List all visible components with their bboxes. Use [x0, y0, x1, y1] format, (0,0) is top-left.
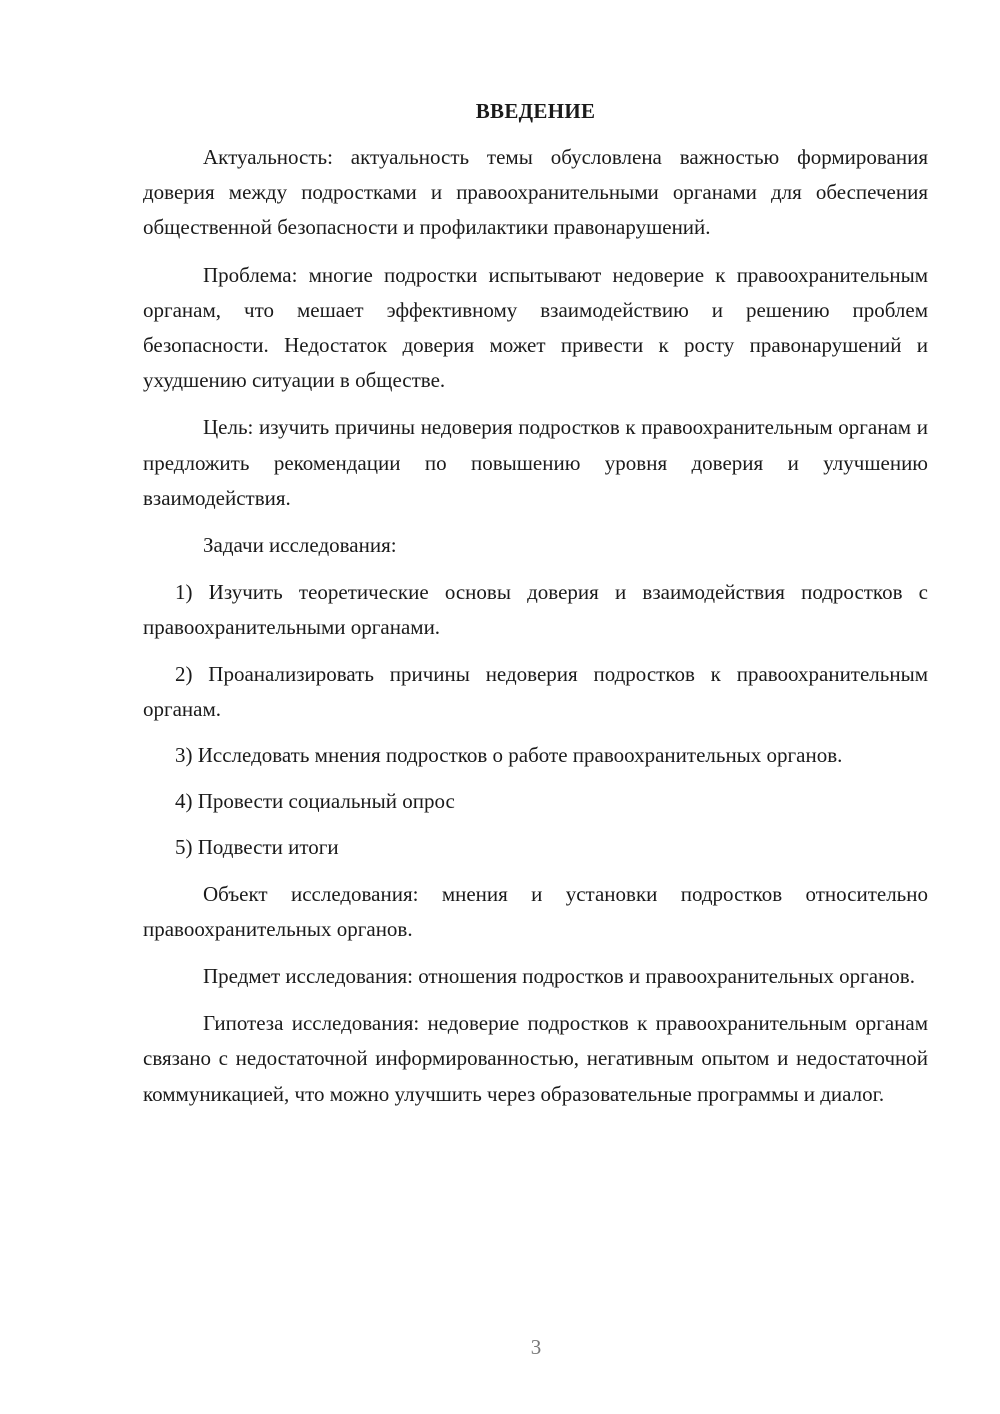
problem-paragraph: Проблема: многие подростки испытывают недоверие к правоохранительным органам, что мешает эффективному взаимодействию и решению проблем безопасности. Недостаток доверия может привести к росту правонарушений и ухудшению ситуации в обществе. [143, 262, 928, 393]
hypothesis-paragraph: Гипотеза исследования: недоверие подростков к правоохранительным органам связано с недостаточной информированностью, негативным опытом и недостаточной коммуникацией, что можно улучшить через образовательные программы и диалог. [143, 1011, 928, 1106]
page-number: 3 [530, 1335, 542, 1359]
task-item-3: 3) Исследовать мнения подростков о работе правоохранительных органов. [175, 743, 843, 768]
tasks-heading: Задачи исследования: [203, 533, 397, 558]
subject-paragraph: Предмет исследования: отношения подростков и правоохранительных органов. [203, 964, 915, 989]
object-paragraph: Объект исследования: мнения и установки подростков относительно правоохранительных органов. [143, 881, 928, 941]
document-body [143, 96, 928, 1124]
task-item-1: 1) Изучить теоретические основы доверия и взаимодействия подростков с правоохранительными органами. [143, 580, 928, 640]
task-item-5: 5) Подвести итоги [175, 835, 339, 860]
task-item-2: 2) Проанализировать причины недоверия подростков к правоохранительным органам. [143, 661, 928, 721]
section-title: ВВЕДЕНИЕ [475, 99, 596, 123]
goal-paragraph: Цель: изучить причины недоверия подростков к правоохранительным органам и предложить рекомендации по повышению уровня доверия и улучшению взаимодействия. [143, 415, 928, 510]
relevance-paragraph: Актуальность: актуальность темы обусловлена важностью формирования доверия между подростками и правоохранительными органами для обеспечения общественной безопасности и профилактики правонарушений. [143, 145, 928, 240]
task-item-4: 4) Провести социальный опрос [175, 789, 455, 814]
